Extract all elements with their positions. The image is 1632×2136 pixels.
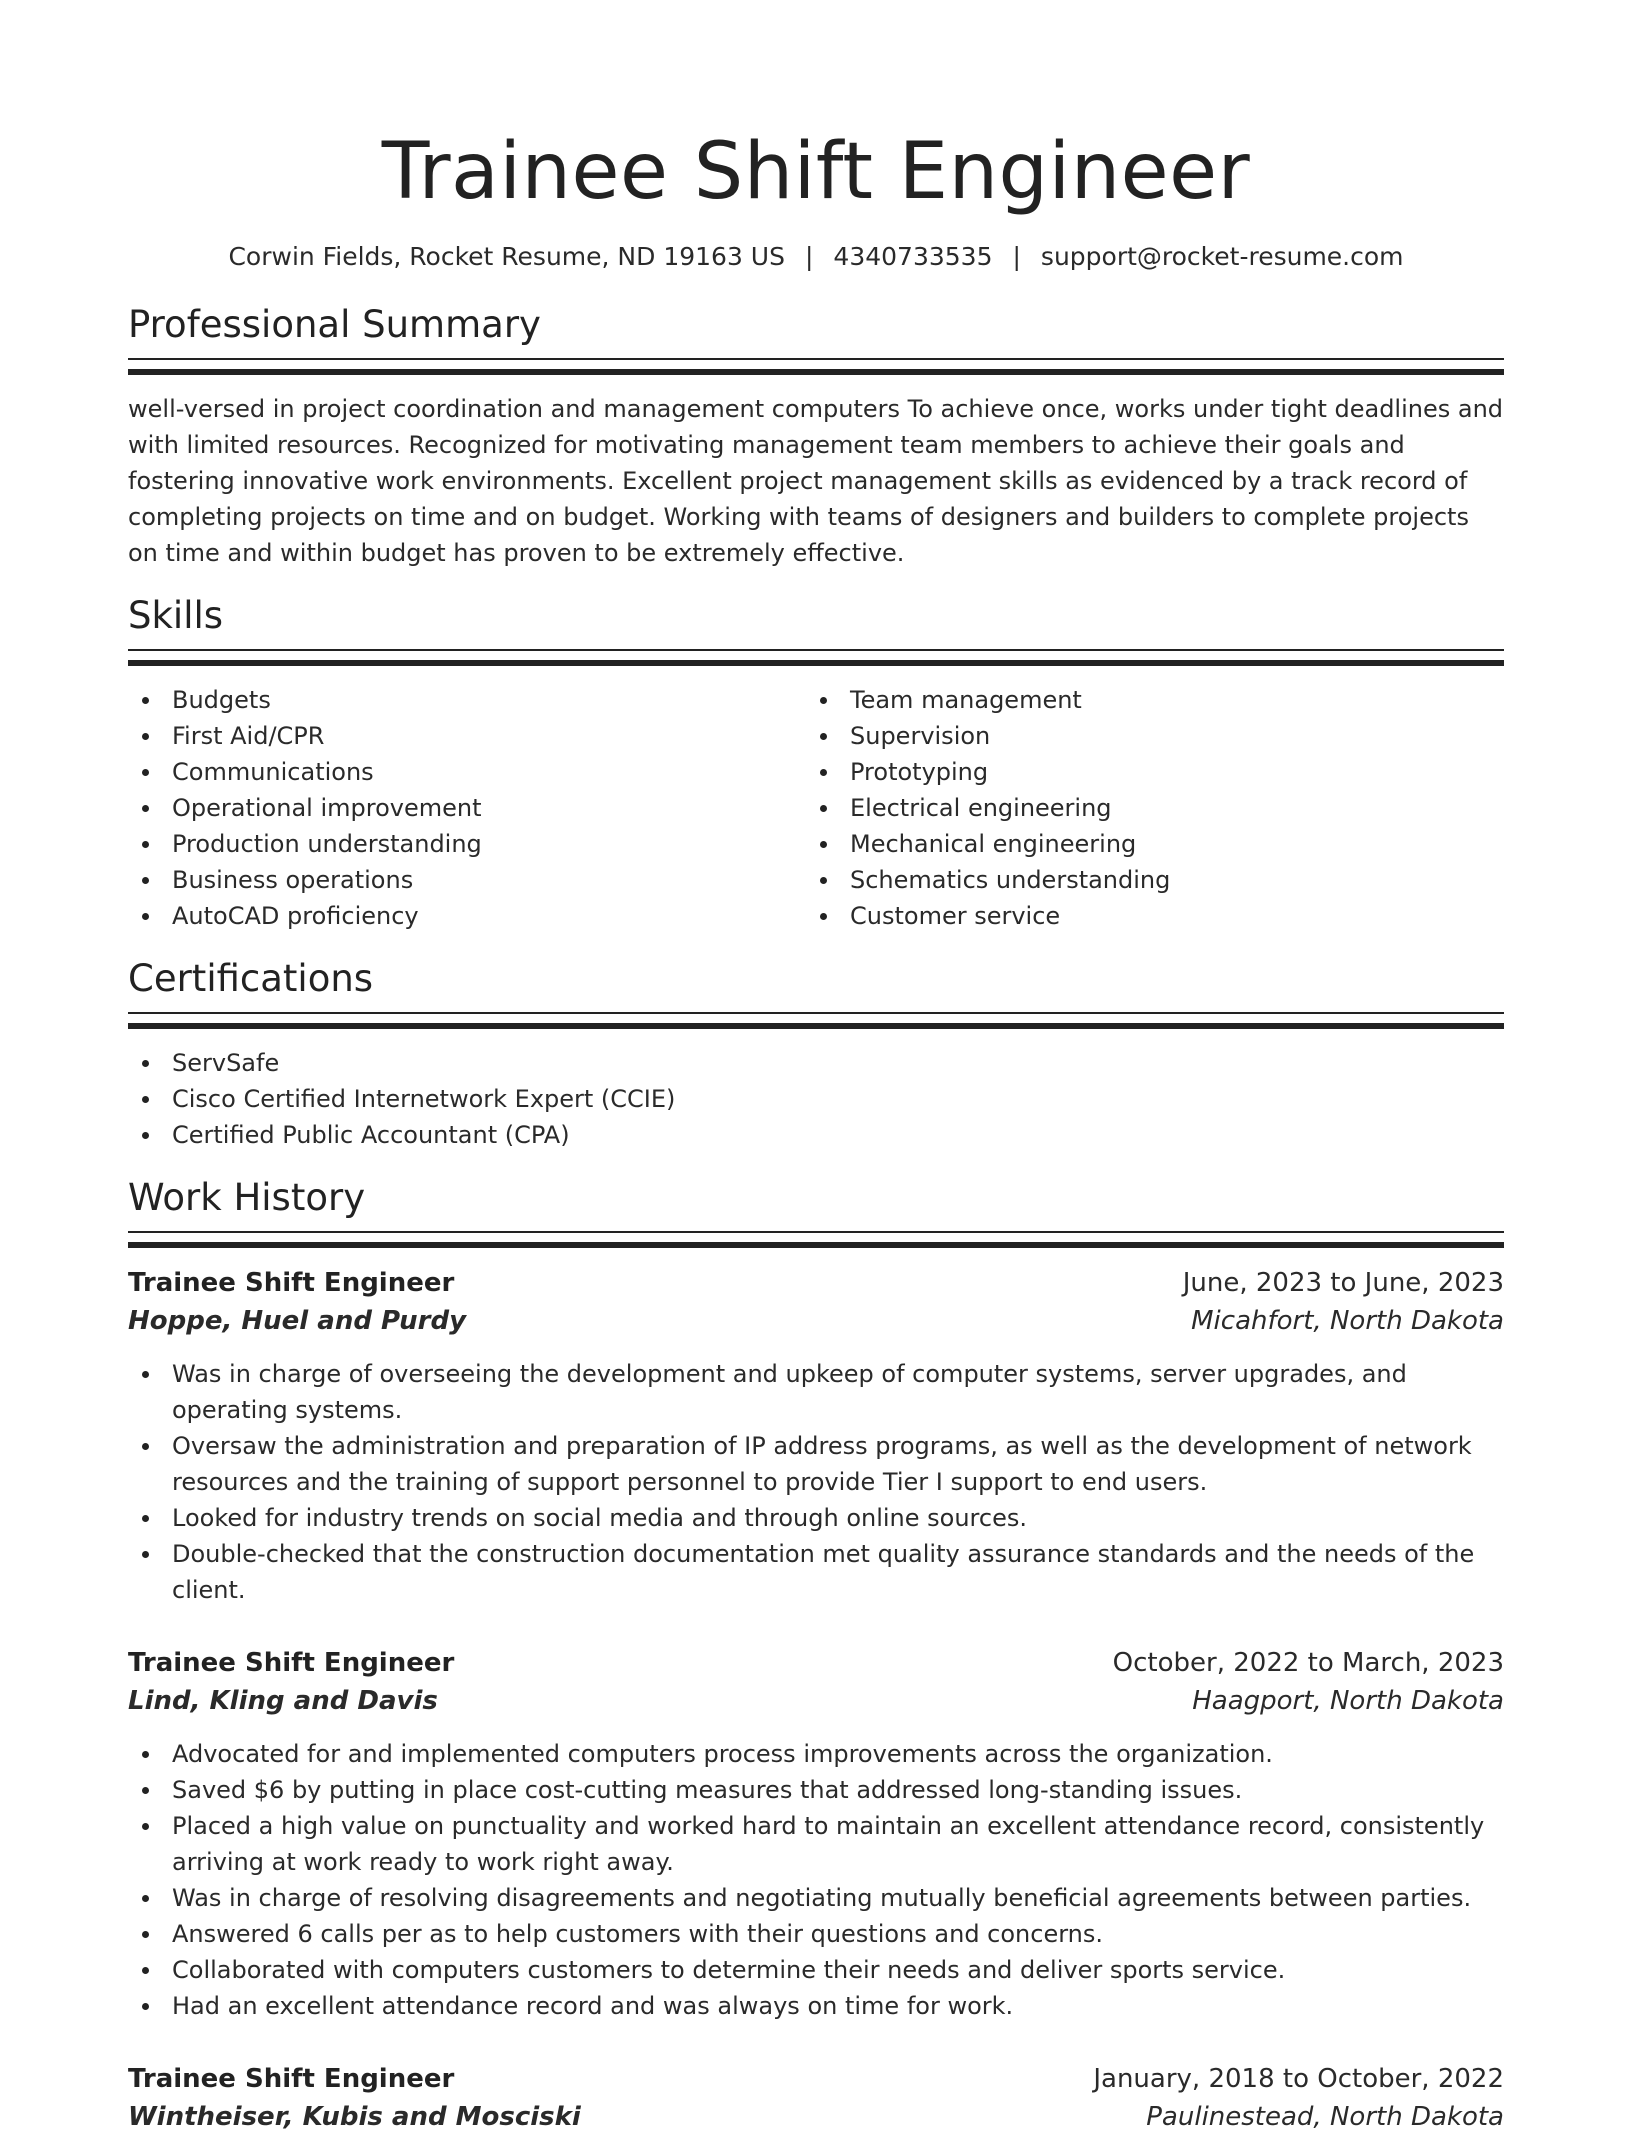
job-dates: January, 2018 to October, 2022 [1093,2064,1504,2094]
certifications-section [128,956,1504,1153]
contact-address: Corwin Fields, Rocket Resume, ND 19163 US [228,242,785,271]
job-dates: June, 2023 to June, 2023 [1182,1268,1504,1298]
skill-item: Team management [806,682,1484,718]
section-heading-summary: Professional Summary [128,303,541,346]
contact-separator: | [804,242,814,271]
skill-item: Communications [128,754,806,790]
job-bullet: Answered 6 calls per as to help customers with their questions and concerns. [128,1916,1504,1952]
skills-section [128,593,1504,934]
certification-item: Certified Public Accountant (CPA) [128,1117,1504,1153]
job-subheader-row [128,1682,1504,1720]
skill-item: Customer service [806,898,1484,934]
job-title: Trainee Shift Engineer [128,1648,455,1678]
contact-separator: | [1012,242,1021,271]
skill-item: Business operations [128,862,806,898]
job-entry [128,1644,1504,2024]
skill-item: Mechanical engineering [806,826,1484,862]
job-location: Haagport, North Dakota [1192,1686,1504,1716]
job-location: Paulinestead, North Dakota [1146,2102,1504,2132]
job-bullet: Oversaw the administration and preparation of IP address programs, as well as the development of network resources and the training of support personnel to provide Tier I support to end users. [128,1428,1504,1500]
section-heading-work-history: Work History [128,1176,366,1219]
job-bullet: Collaborated with computers customers to determine their needs and deliver sports service. [128,1952,1504,1988]
job-company: Lind, Kling and Davis [128,1686,438,1716]
resume-page [128,0,1504,2136]
job-entry [128,1264,1504,1608]
job-entry [128,2060,1504,2136]
job-bullet: Had an excellent attendance record and was always on time for work. [128,1988,1504,2024]
job-bullet: Was in charge of resolving disagreements and negotiating mutually beneficial agreements between parties. [128,1880,1504,1916]
skill-item: Production understanding [128,826,806,862]
section-divider [128,358,1504,375]
job-header-row [128,1644,1504,1682]
skill-item: Operational improvement [128,790,806,826]
section-heading-certifications: Certifications [128,957,374,1000]
skills-column-left [128,682,806,934]
summary-text: well-versed in project coordination and management computers To achieve once, works under tight deadlines and with limited resources. Recognized for motivating management team members to achieve their goals and fostering innovative work environments. Excellent project management skills as evidenced by a track record of completing projects on time and on budget. Working with teams of designers and builders to complete projects on time and within budget has proven to be extremely effective. [128,395,1504,567]
job-bullet: Placed a high value on punctuality and worked hard to maintain an excellent attendance record, consistently arriving at work ready to work right away. [128,1808,1504,1880]
job-dates: October, 2022 to March, 2023 [1112,1648,1504,1678]
job-bullet: Was in charge of overseeing the development and upkeep of computer systems, server upgrades, and operating systems. [128,1356,1504,1428]
skill-item: First Aid/CPR [128,718,806,754]
skills-grid [128,682,1504,934]
skill-item: Electrical engineering [806,790,1484,826]
contact-line [128,240,1504,274]
contact-email: support@rocket-resume.com [1040,242,1404,271]
job-bullets [128,1736,1504,2024]
job-subheader-row [128,2098,1504,2136]
section-divider [128,1012,1504,1029]
certification-item: Cisco Certified Internetwork Expert (CCIE) [128,1081,1504,1117]
job-bullet: Saved $6 by putting in place cost-cutting measures that addressed long-standing issues. [128,1772,1504,1808]
skill-item: Prototyping [806,754,1484,790]
job-title: Trainee Shift Engineer [128,1268,455,1298]
job-bullets [128,1356,1504,1608]
section-divider [128,1231,1504,1248]
certifications-list [128,1045,1504,1153]
job-subheader-row [128,1302,1504,1340]
job-header-row [128,2060,1504,2098]
job-company: Hoppe, Huel and Purdy [128,1306,467,1336]
skill-item: Budgets [128,682,806,718]
job-location: Micahfort, North Dakota [1191,1306,1504,1336]
job-title: Trainee Shift Engineer [128,2064,455,2094]
contact-phone: 4340733535 [833,242,993,271]
skill-item: Schematics understanding [806,862,1484,898]
job-company: Wintheiser, Kubis and Mosciski [128,2102,581,2132]
skill-item: Supervision [806,718,1484,754]
job-bullet: Advocated for and implemented computers process improvements across the organization. [128,1736,1504,1772]
job-header-row [128,1264,1504,1302]
summary-section [128,302,1504,571]
certification-item: ServSafe [128,1045,1504,1081]
work-history-section [128,1175,1504,2136]
section-heading-skills: Skills [128,594,224,637]
skills-column-right [806,682,1484,934]
section-divider [128,649,1504,666]
job-bullet: Double-checked that the construction documentation met quality assurance standards and the needs of the client. [128,1536,1504,1608]
job-bullet: Looked for industry trends on social media and through online sources. [128,1500,1504,1536]
resume-title: Trainee Shift Engineer [381,127,1251,217]
skill-item: AutoCAD proficiency [128,898,806,934]
